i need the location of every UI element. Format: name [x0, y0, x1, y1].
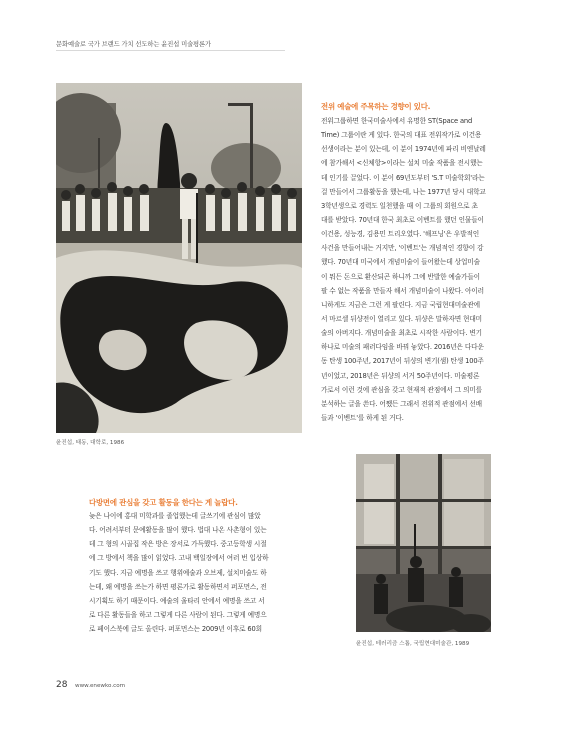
text-line: 대를 받았다. 70년대 한국 최초로 이벤트를 했던 인물들이	[321, 215, 484, 224]
text-line: 가로서 이런 것에 관심을 갖고 현재적 관점에서 그 의미를	[321, 385, 482, 394]
text-line: 서 마르셀 뒤샹전이 열리고 있다. 뒤샹은 말하자면 현대미	[321, 314, 482, 323]
text-line: 3학년생으로 경력도 일천했을 때 이 그룹의 회원으로 초	[321, 201, 478, 210]
text-line: 들과 '이벤트'를 하게 된 거다.	[321, 413, 404, 422]
text-line: 늦은 나이에 홍대 미학과를 졸업했는데 글쓰기에 관심이 많았	[89, 512, 261, 520]
text-line: 걸 만들어서 그룹활동을 했는데, 나는 1977년 당시 대학교	[321, 187, 486, 196]
photo-caption: 윤진섭, 테러리즘 스톱, 국립현대미술관, 1989	[356, 641, 470, 647]
section-heading: 전위 예술에 주목하는 경향이 있다.	[321, 102, 431, 111]
text-line: 분석하는 글을 쓴다. 어쨌든 그래서 전위적 관점에서 선배	[321, 399, 482, 408]
text-line: 데 그 형의 시골집 작은 방은 장서로 가득했다. 중고등학생 시절	[89, 540, 267, 549]
text-line: 사건을 만들어내는 거지만, '이벤트'는 개념적인 경향이 강	[321, 244, 484, 253]
section-heading: 다방면에 관심을 갖고 활동을 한다는 게 놀랍다.	[89, 498, 238, 507]
article-body	[89, 509, 311, 636]
article-body	[321, 114, 501, 425]
text-line: 이건용, 성능경, 김용민 트리오였다. '해프닝'은 우발적인	[321, 230, 480, 239]
running-header: 문화예술로 국가 브랜드 가치 선도하는 윤진섭 미술평론가	[56, 41, 211, 48]
text-line: 에 그 방에서 책을 많이 읽었다. 고내 백일장에서 여러 번 입상하	[89, 554, 269, 563]
text-line: 데 인기를 끌었다. 이 분이 69년도부터 'S.T 미술학회'라는	[321, 173, 485, 182]
performance-photo-image	[56, 83, 302, 433]
text-line: Time) 그룹이란 게 있다. 한국의 대표 전위작가로 이건용	[321, 131, 482, 140]
text-line: 로 다른 활동들을 하고 그렇게 다른 사람이 된다. 그렇게 예명으	[89, 610, 267, 619]
text-line: 했다. 70년대 미국에서 개념미술이 들어왔는데 상업미술	[321, 258, 480, 267]
text-line: 에 참가해서 <신체항>이라는 설치 미술 작품을 전시했는	[321, 159, 483, 168]
text-line: 시기획도 하기 때문이다. 예술의 울타리 안에서 예명을 쓰고 서	[89, 596, 265, 605]
text-line: 니하게도 지금은 그런 게 팔린다. 지금 국립현대미술관에	[321, 300, 480, 309]
text-line: 팔 수 없는 작품을 만들자 해서 개념미술이 나왔다. 아이러	[321, 286, 484, 295]
header-divider	[56, 50, 285, 51]
museum-performance-photo	[356, 454, 491, 632]
text-line: 이 뭐든 돈으로 환산되곤 하니까 그에 반발한 예술가들이	[321, 272, 480, 281]
text-line: 년이었고, 2018년은 뒤샹의 서거 50주년이다. 미술평론	[321, 371, 480, 380]
text-line: 로 페이스북에 글도 올린다. 퍼포먼스는 2009년 이후로 60회	[89, 625, 262, 634]
performance-photo	[56, 83, 302, 433]
text-line: 선생이라는 분이 있는데, 이 분이 1974년에 파리 비엔날레	[321, 145, 486, 154]
footer-url: www.enewko.com	[75, 683, 126, 689]
text-line: 동 탄생 100주년, 2017년이 뒤샹의 변기(샘) 탄생 100주	[321, 357, 484, 366]
text-line: 다. 어려서부터 문예활동을 많이 했다. 법대 나온 사촌형이 있는	[89, 526, 267, 535]
text-line: 는데, 왜 예명을 쓰는가 하면 평론가로 활동하면서 퍼포먼스, 전	[89, 582, 267, 591]
museum-performance-photo-image	[356, 454, 491, 632]
photo-caption: 윤진섭, 태동, 대학로, 1986	[56, 440, 125, 446]
text-line: 하나로 미술의 패러다임을 바꿔 놓았다. 2016년은 다다운	[321, 343, 484, 352]
text-line: 전위그룹하면 한국미술사에서 유명한 ST(Space and	[321, 117, 473, 125]
page-number: 28	[56, 680, 68, 690]
text-line: 기도 했다. 지금 예명을 쓰고 행위예술과 오브제, 설치미술도 하	[89, 568, 267, 577]
text-line: 술의 아버지다. 개념미술을 최초로 시작한 사람이다. 변기	[321, 329, 482, 338]
